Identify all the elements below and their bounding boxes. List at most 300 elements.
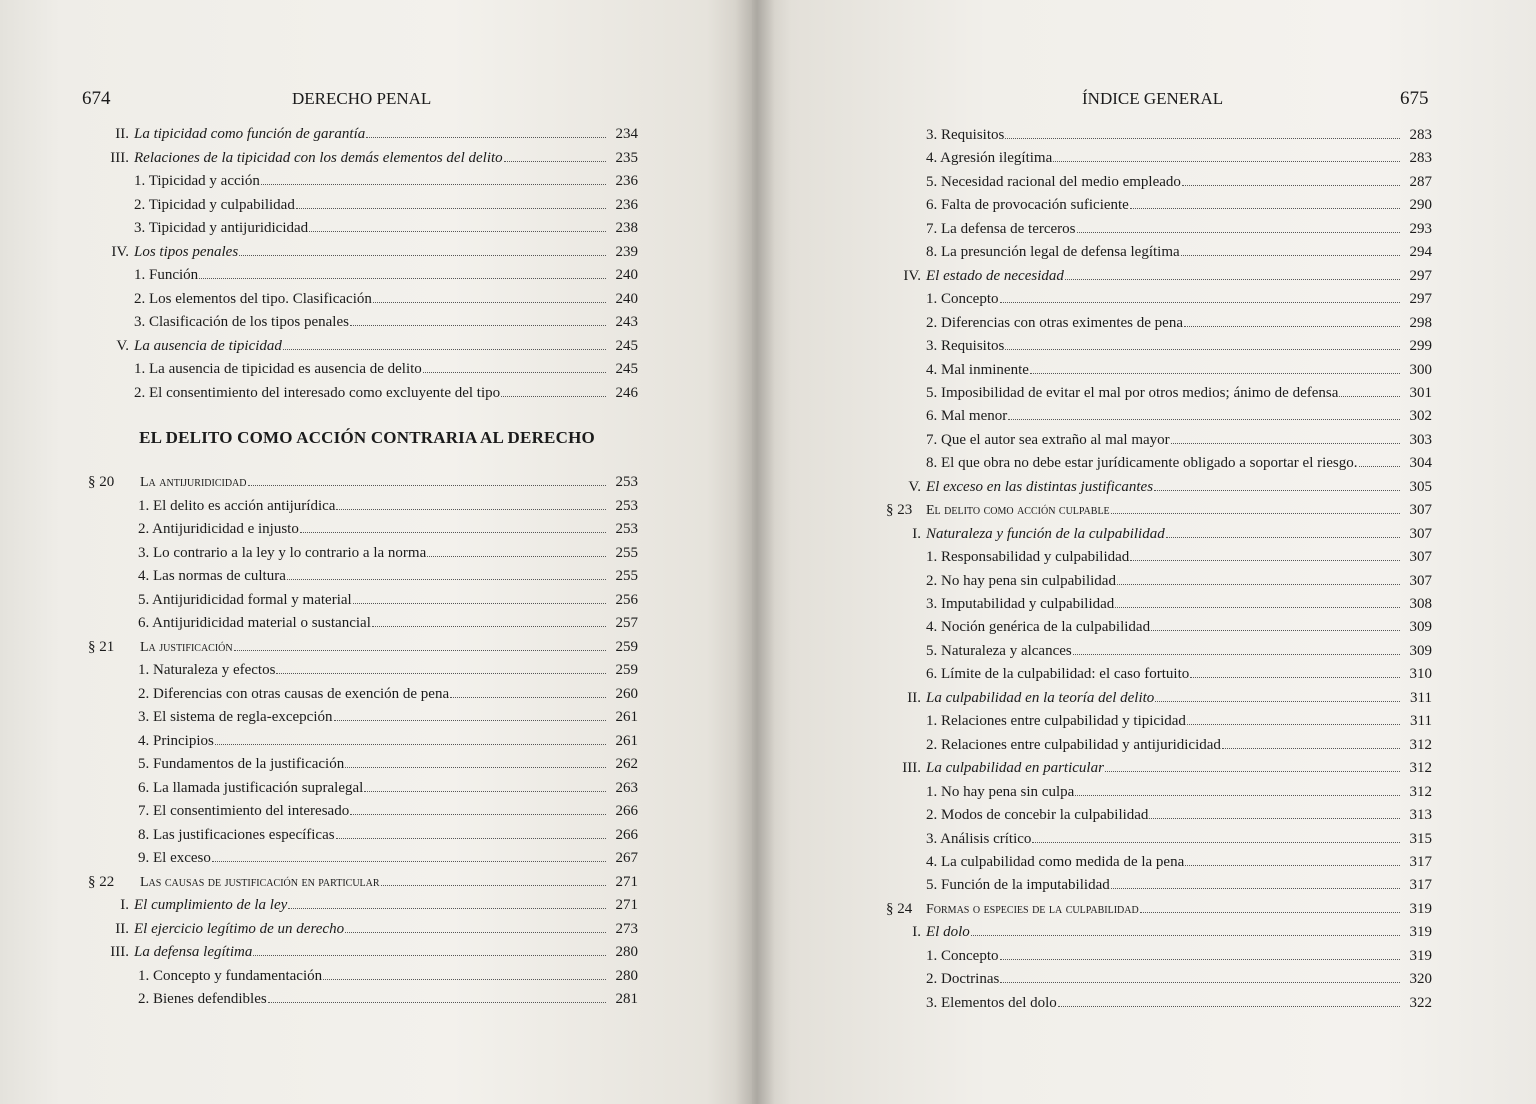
dot-leader [1151, 617, 1400, 631]
toc-entry [82, 800, 638, 822]
toc-entry-title: 5. Necesidad racional del medio empleado [926, 173, 1181, 190]
toc-entry-title: 1. No hay pena sin culpa [926, 783, 1075, 800]
dot-leader [364, 778, 606, 792]
toc-entry [886, 570, 1432, 592]
toc-entry-title: 2. El consentimiento del interesado como excluyente del tipo [134, 384, 501, 401]
toc-entry-title: 3. Lo contrario a la ley y lo contrario a la norma [138, 544, 427, 561]
toc-entry-page: 294 [1409, 244, 1432, 261]
toc-entry-number: § 20 [88, 474, 115, 490]
toc-entry-title: 6. Antijuridicidad material o sustancial [138, 615, 371, 631]
toc-entry-number: I. [120, 897, 129, 913]
toc-entry-page: 307 [1409, 572, 1432, 589]
toc-entry [886, 124, 1432, 146]
dot-leader [1185, 852, 1400, 866]
dot-leader [1008, 406, 1400, 420]
toc-entry [82, 894, 638, 916]
toc-entry [886, 171, 1432, 193]
toc-entry [82, 847, 638, 869]
toc-entry [82, 589, 638, 611]
dot-leader [1115, 594, 1400, 608]
dot-leader [239, 242, 606, 256]
toc-entry-page: 234 [615, 126, 638, 142]
toc-entry [886, 335, 1432, 357]
toc-entry-page: 297 [1409, 291, 1432, 308]
dot-leader [1155, 688, 1400, 702]
dot-leader [345, 754, 606, 768]
toc-entry [82, 565, 638, 587]
toc-entry [82, 288, 638, 310]
toc-entry-number: § 22 [88, 873, 115, 890]
toc-entry-page: 283 [1409, 127, 1432, 143]
dot-leader [1111, 875, 1400, 889]
toc-entry-title: 6. Mal menor [926, 408, 1008, 425]
toc-entry-page: 307 [1409, 525, 1432, 542]
toc-entry-title: 1. Concepto y fundamentación [138, 967, 323, 984]
toc-entry-title: 8. El que obra no debe estar jurídicamente obligado a soportar el riesgo. [926, 455, 1358, 472]
toc-entry-page: 271 [615, 873, 638, 890]
toc-entry-title: 5. Fundamentos de la justificación [138, 756, 345, 772]
toc-entry-page: 299 [1409, 338, 1432, 355]
toc-entry-title: La tipicidad como función de garantía [134, 126, 366, 142]
toc-entry-number: § 23 [886, 502, 913, 519]
toc-entry-title: 1. La ausencia de tipicidad es ausencia de delito [134, 361, 422, 377]
dot-leader [353, 590, 606, 604]
toc-entry [886, 523, 1432, 545]
toc-entry-page: 261 [615, 709, 638, 725]
dot-leader [296, 195, 606, 209]
dot-leader [336, 496, 606, 510]
dot-leader [276, 660, 606, 674]
toc-entry-title: El cumplimiento de la ley [134, 897, 288, 913]
toc-entry-title: 1. El delito es acción antijurídica [138, 497, 336, 514]
toc-entry [886, 241, 1432, 263]
toc-entry [82, 659, 638, 681]
toc-entry [886, 734, 1432, 756]
toc-entry-page: 245 [615, 361, 638, 377]
toc-entry-page: 246 [615, 384, 638, 401]
toc-entry-page: 312 [1409, 783, 1432, 800]
dot-leader [1075, 782, 1400, 796]
toc-entry-title: 5. Imposibilidad de evitar el mal por otros medios; ánimo de defensa [926, 384, 1339, 401]
toc-entry [886, 218, 1432, 240]
dot-leader [1187, 711, 1400, 725]
toc-entry-page: 319 [1409, 900, 1432, 917]
toc-entry-title: La justificación [140, 639, 233, 655]
toc-entry-page: 236 [615, 173, 638, 189]
toc-entry-title: 3. Clasificación de los tipos penales [134, 314, 349, 330]
toc-entry-title: El delito como acción culpable [926, 503, 1110, 519]
toc-entry-page: 240 [615, 267, 638, 283]
toc-entry-page: 320 [1409, 971, 1432, 988]
toc-entry-title: 1. Tipicidad y acción [134, 173, 260, 189]
toc-entry-page: 312 [1409, 736, 1432, 753]
toc-entry-page: 313 [1409, 807, 1432, 824]
toc-entry [886, 476, 1432, 498]
toc-entry-title: 3. Análisis crítico [926, 830, 1032, 847]
dot-leader [1222, 735, 1400, 749]
toc-entry [886, 992, 1432, 1014]
toc-entry-title: 4. Noción genérica de la culpabilidad [926, 619, 1151, 636]
dot-leader [450, 684, 606, 698]
toc-entry [886, 359, 1432, 381]
dot-leader [334, 707, 606, 721]
toc-entry-page: 262 [615, 756, 638, 772]
dot-leader [1030, 360, 1400, 374]
toc-entry-title: 6. La llamada justificación supralegal [138, 779, 364, 796]
toc-entry-title: Las causas de justificación en particular [140, 874, 380, 890]
toc-entry-title: 2. Diferencias con otras causas de exención de pena [138, 685, 450, 702]
dot-leader [427, 543, 606, 557]
toc-entry [82, 871, 638, 893]
toc-entry-number: § 24 [886, 900, 913, 917]
toc-entry-title: Formas o especies de la culpabilidad [926, 901, 1139, 917]
toc-entry-number: II. [115, 126, 129, 142]
dot-leader [350, 801, 606, 815]
toc-entry [886, 194, 1432, 216]
toc-entry-page: 311 [1410, 713, 1432, 730]
dot-leader [1000, 969, 1400, 983]
dot-leader [323, 966, 606, 980]
toc-entry-page: 281 [615, 991, 638, 1007]
toc-entry-number: I. [912, 924, 921, 941]
toc-entry-number: V. [908, 478, 921, 495]
toc-entry-page: 266 [615, 803, 638, 819]
toc-entry-page: 308 [1409, 596, 1432, 612]
toc-entry-title: 7. Que el autor sea extraño al mal mayor [926, 431, 1170, 448]
dot-leader [1339, 383, 1400, 397]
dot-leader [1130, 195, 1400, 209]
toc-entry-title: La culpabilidad en particular [926, 760, 1104, 777]
dot-leader [1130, 547, 1400, 561]
dot-leader [1000, 289, 1401, 303]
toc-entry-page: 239 [615, 243, 638, 260]
dot-leader [1182, 172, 1400, 186]
toc-entry-number: IV. [903, 267, 921, 284]
toc-entry-title: 2. Doctrinas [926, 971, 1000, 988]
toc-entry [886, 640, 1432, 662]
toc-entry-title: 1. Responsabilidad y culpabilidad [926, 549, 1130, 566]
toc-entry [886, 828, 1432, 850]
toc-entry-number: II. [907, 689, 921, 706]
section-heading: EL DELITO COMO ACCIÓN CONTRARIA AL DERECHO [139, 428, 595, 447]
toc-entry [886, 288, 1432, 310]
toc-entry-title: 4. La culpabilidad como medida de la pena [926, 853, 1185, 870]
toc-entry [82, 824, 638, 846]
toc-entry [82, 542, 638, 564]
toc-entry [886, 968, 1432, 990]
toc-entry-page: 245 [615, 337, 638, 354]
toc-entry-title: 2. Los elementos del tipo. Clasificación [134, 290, 372, 307]
toc-entry-page: 255 [615, 544, 638, 561]
toc-entry [82, 918, 638, 940]
right-page [752, 0, 1536, 1104]
toc-entry [886, 874, 1432, 896]
dot-leader [1149, 805, 1400, 819]
dot-leader [268, 989, 606, 1003]
dot-leader [1053, 148, 1400, 162]
toc-entry-page: 280 [615, 944, 638, 960]
toc-entry [82, 335, 638, 357]
dot-leader [350, 312, 606, 326]
dot-leader [1077, 219, 1400, 233]
toc-entry-page: 309 [1409, 619, 1432, 636]
toc-entry-page: 315 [1409, 830, 1432, 847]
toc-entry-number: § 21 [88, 638, 115, 655]
left-page-number: 674 [82, 88, 111, 109]
dot-leader [1073, 641, 1400, 655]
toc-entry [82, 777, 638, 799]
toc-entry-title: Naturaleza y función de la culpabilidad [926, 525, 1165, 542]
toc-entry [886, 382, 1432, 404]
toc-entry-title: 3. El sistema de regla-excepción [138, 709, 333, 725]
toc-entry-title: 1. Concepto [926, 291, 999, 308]
toc-entry-title: El ejercicio legítimo de un derecho [134, 920, 345, 937]
toc-entry-page: 309 [1409, 642, 1432, 659]
dot-leader [234, 637, 606, 651]
dot-leader [345, 919, 606, 933]
toc-entry-title: 5. Naturaleza y alcances [926, 642, 1072, 659]
toc-entry [886, 921, 1432, 943]
dot-leader [1140, 899, 1400, 913]
toc-entry-page: 253 [615, 521, 638, 537]
toc-entry-page: 312 [1409, 760, 1432, 777]
dot-leader [248, 472, 607, 486]
toc-entry-page: 235 [615, 149, 638, 166]
toc-entry-page: 266 [615, 826, 638, 843]
toc-entry-page: 304 [1409, 455, 1432, 472]
toc-entry-title: El dolo [926, 924, 970, 941]
toc-entry-title: 4. Principios [138, 732, 214, 749]
dot-leader [215, 731, 606, 745]
dot-leader [1181, 242, 1400, 256]
toc-entry-page: 260 [615, 685, 638, 702]
toc-entry-page: 257 [615, 615, 638, 631]
toc-entry [886, 593, 1432, 615]
toc-entry-page: 307 [1409, 549, 1432, 566]
toc-entry-number: IV. [111, 243, 129, 260]
left-page [0, 0, 752, 1104]
toc-entry-page: 302 [1409, 408, 1432, 425]
dot-leader [287, 566, 606, 580]
toc-entry [886, 687, 1432, 709]
toc-entry-title: 4. Mal inminente [926, 361, 1029, 378]
toc-entry-page: 290 [1409, 197, 1432, 214]
toc-entry [886, 429, 1432, 451]
toc-entry-number: III. [110, 944, 129, 960]
toc-entry [82, 123, 638, 145]
dot-leader [1154, 477, 1400, 491]
dot-leader [1005, 125, 1400, 139]
toc-entry [82, 518, 638, 540]
toc-entry [886, 616, 1432, 638]
toc-entry-page: 253 [615, 474, 638, 490]
toc-entry [886, 452, 1432, 474]
toc-entry-title: 9. El exceso [138, 850, 211, 866]
toc-entry [82, 194, 638, 216]
toc-entry-title: 2. Tipicidad y culpabilidad [134, 196, 295, 213]
toc-entry-page: 271 [615, 897, 638, 913]
toc-entry-page: 255 [615, 568, 638, 584]
toc-entry [82, 636, 638, 658]
toc-entry-page: 267 [615, 850, 638, 866]
dot-leader [283, 336, 606, 350]
toc-entry-title: 6. Falta de provocación suficiente [926, 197, 1129, 214]
toc-entry [82, 988, 638, 1010]
dot-leader [1065, 266, 1400, 280]
toc-entry-page: 256 [615, 591, 638, 608]
toc-entry-title: La ausencia de tipicidad [134, 337, 282, 354]
toc-entry-title: 3. Requisitos [926, 127, 1005, 143]
dot-leader [261, 171, 606, 185]
toc-entry [82, 941, 638, 963]
toc-entry-title: 8. Las justificaciones específicas [138, 826, 335, 843]
toc-entry-page: 319 [1409, 924, 1432, 941]
toc-entry-page: 311 [1410, 689, 1432, 706]
toc-entry-title: 7. La defensa de terceros [926, 220, 1076, 237]
dot-leader [1117, 571, 1400, 585]
toc-entry [82, 730, 638, 752]
toc-entry-title: 3. Elementos del dolo [926, 994, 1057, 1011]
toc-entry-page: 297 [1409, 267, 1432, 284]
toc-entry [886, 710, 1432, 732]
dot-leader [504, 148, 606, 162]
dot-leader [1166, 524, 1400, 538]
toc-entry-page: 253 [615, 497, 638, 514]
toc-entry-page: 261 [615, 732, 638, 749]
dot-leader [212, 848, 606, 862]
dot-leader [373, 289, 606, 303]
right-page-number: 675 [1400, 88, 1429, 109]
toc-entry [886, 499, 1432, 521]
dot-leader [501, 383, 606, 397]
toc-entry-number: III. [902, 760, 921, 777]
toc-entry [886, 757, 1432, 779]
toc-entry-title: 1. Relaciones entre culpabilidad y tipicidad [926, 713, 1186, 730]
dot-leader [1359, 453, 1400, 467]
dot-leader [1190, 664, 1400, 678]
toc-entry-page: 243 [615, 314, 638, 330]
toc-entry-title: El estado de necesidad [926, 267, 1064, 284]
toc-entry-page: 310 [1409, 666, 1432, 683]
toc-entry [82, 264, 638, 286]
toc-entry-page: 283 [1409, 150, 1432, 167]
toc-entry-page: 293 [1409, 220, 1432, 237]
toc-entry [886, 546, 1432, 568]
toc-entry-page: 273 [615, 920, 638, 937]
toc-entry-title: El exceso en las distintas justificantes [926, 478, 1154, 495]
dot-leader [336, 825, 606, 839]
toc-entry-title: Relaciones de la tipicidad con los demás elementos del delito [134, 149, 503, 166]
dot-leader [253, 942, 606, 956]
toc-entry [886, 147, 1432, 169]
toc-entry-page: 280 [615, 967, 638, 984]
toc-entry [886, 851, 1432, 873]
toc-entry [82, 965, 638, 987]
toc-entry-title: La defensa legítima [134, 944, 253, 960]
toc-entry-page: 305 [1409, 478, 1432, 495]
toc-entry [886, 804, 1432, 826]
dot-leader [288, 895, 606, 909]
toc-entry-page: 259 [615, 662, 638, 678]
toc-entry [82, 612, 638, 634]
toc-entry [886, 663, 1432, 685]
toc-entry-page: 301 [1409, 384, 1432, 401]
toc-entry-title: 2. No hay pena sin culpabilidad [926, 572, 1116, 589]
toc-entry-page: 298 [1409, 314, 1432, 331]
toc-entry-title: La culpabilidad en la teoría del delito [926, 689, 1155, 706]
toc-entry [82, 471, 638, 493]
toc-entry-title: 1. Naturaleza y efectos [138, 662, 276, 678]
toc-entry [82, 683, 638, 705]
dot-leader [971, 922, 1400, 936]
toc-entry-title: 2. Bienes defendibles [138, 991, 267, 1007]
dot-leader [372, 613, 606, 627]
toc-entry-page: 307 [1409, 502, 1432, 519]
toc-entry-page: 317 [1409, 877, 1432, 894]
toc-entry-title: 6. Límite de la culpabilidad: el caso fortuito [926, 666, 1190, 683]
dot-leader [381, 872, 606, 886]
toc-entry-title: Los tipos penales [134, 243, 239, 260]
toc-entry-title: 7. El consentimiento del interesado [138, 803, 350, 819]
toc-entry-title: 5. Función de la imputabilidad [926, 877, 1110, 894]
toc-entry [82, 495, 638, 517]
toc-entry [82, 170, 638, 192]
toc-entry-title: 2. Antijuridicidad e injusto [138, 521, 299, 537]
toc-entry [886, 781, 1432, 803]
toc-entry [82, 241, 638, 263]
dot-leader [423, 359, 606, 373]
toc-entry-page: 240 [615, 290, 638, 307]
toc-entry [82, 706, 638, 728]
toc-entry-page: 259 [615, 638, 638, 655]
toc-entry-page: 287 [1409, 173, 1432, 190]
toc-entry-title: 8. La presunción legal de defensa legítima [926, 244, 1180, 261]
toc-entry-page: 317 [1409, 853, 1432, 870]
toc-entry [82, 753, 638, 775]
toc-entry-title: 2. Relaciones entre culpabilidad y antijuridicidad [926, 736, 1221, 753]
toc-entry [82, 358, 638, 380]
dot-leader [1005, 336, 1400, 350]
toc-entry-title: 5. Antijuridicidad formal y material [138, 591, 352, 608]
toc-entry-title: La antijuridicidad [140, 475, 247, 490]
toc-entry-page: 236 [615, 196, 638, 213]
dot-leader [309, 218, 606, 232]
toc-entry [886, 312, 1432, 334]
toc-entry-page: 319 [1409, 947, 1432, 964]
toc-entry-title: 1. Concepto [926, 947, 999, 964]
dot-leader [1032, 829, 1400, 843]
toc-entry-title: 3. Tipicidad y antijuridicidad [134, 220, 309, 236]
toc-entry-title: 3. Requisitos [926, 338, 1005, 355]
dot-leader [1000, 946, 1401, 960]
toc-entry-title: 2. Modos de concebir la culpabilidad [926, 807, 1149, 824]
dot-leader [300, 519, 606, 533]
toc-entry-page: 303 [1409, 431, 1432, 448]
dot-leader [199, 265, 606, 279]
toc-entry-number: III. [110, 149, 129, 166]
toc-entry [886, 405, 1432, 427]
dot-leader [1111, 500, 1400, 514]
toc-entry-number: I. [912, 525, 921, 542]
dot-leader [1184, 313, 1400, 327]
left-running-header: DERECHO PENAL [292, 89, 432, 108]
toc-entry-title: 2. Diferencias con otras eximentes de pena [926, 314, 1183, 331]
toc-entry-title: 4. Agresión ilegítima [926, 150, 1053, 167]
toc-entry [82, 311, 638, 333]
toc-entry [886, 898, 1432, 920]
toc-entry [886, 265, 1432, 287]
dot-leader [1058, 993, 1400, 1007]
